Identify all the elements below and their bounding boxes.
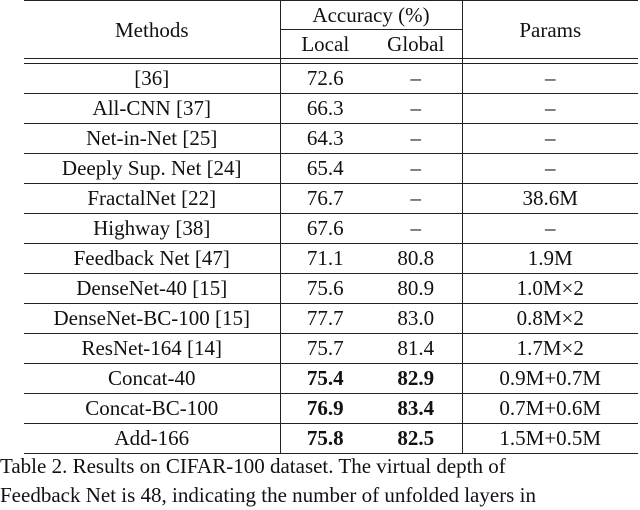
caption-line-2: Feedback Net is 48, indicating the number of unfolded layers in [0,483,536,507]
cell-params: – [462,94,638,124]
cell-method: Highway [38] [24,214,280,244]
cell-local: 75.4 [280,364,370,394]
cell-method: Deeply Sup. Net [24] [24,154,280,184]
cell-params: – [462,64,638,94]
table-row [24,274,638,304]
cell-params: 0.9M+0.7M [462,364,638,394]
header-methods: Methods [24,1,280,59]
table-row [24,364,638,394]
cell-params: 0.7M+0.6M [462,394,638,424]
cell-local: 71.1 [280,244,370,274]
results-table [24,0,638,454]
cell-global: – [370,124,462,154]
header-local: Local [280,30,370,59]
cell-method: FractalNet [22] [24,184,280,214]
cell-global: 83.0 [370,304,462,334]
cell-local: 72.6 [280,64,370,94]
table-row [24,94,638,124]
cell-method: Add-166 [24,424,280,454]
cell-local: 77.7 [280,304,370,334]
cell-local: 64.3 [280,124,370,154]
cell-method: DenseNet-BC-100 [15] [24,304,280,334]
table-row [24,124,638,154]
cell-local: 66.3 [280,94,370,124]
results-table-container [24,0,640,454]
table-row [24,64,638,94]
cell-local: 75.7 [280,334,370,364]
cell-params: 38.6M [462,184,638,214]
cell-local: 76.7 [280,184,370,214]
cell-local: 76.9 [280,394,370,424]
table-row [24,394,638,424]
cell-params: – [462,214,638,244]
cell-params: 0.8M×2 [462,304,638,334]
header-params: Params [462,1,638,59]
cell-global: – [370,184,462,214]
cell-local: 65.4 [280,154,370,184]
cell-method: Net-in-Net [25] [24,124,280,154]
caption-line-1: Table 2. Results on CIFAR-100 dataset. The virtual depth of [0,454,506,478]
cell-method: Feedback Net [47] [24,244,280,274]
table-row [24,154,638,184]
cell-global: – [370,64,462,94]
table-row [24,334,638,364]
cell-global: 83.4 [370,394,462,424]
cell-global: 82.5 [370,424,462,454]
cell-method: DenseNet-40 [15] [24,274,280,304]
cell-params: 1.0M×2 [462,274,638,304]
cell-method: All-CNN [37] [24,94,280,124]
cell-method: [36] [24,64,280,94]
cell-params: – [462,154,638,184]
cell-global: 81.4 [370,334,462,364]
cell-global: – [370,94,462,124]
table-row [24,244,638,274]
table-caption [0,452,640,510]
cell-global: – [370,154,462,184]
cell-global: 80.9 [370,274,462,304]
table-row [24,304,638,334]
header-accuracy: Accuracy (%) [280,1,462,30]
cell-local: 75.8 [280,424,370,454]
cell-global: 80.8 [370,244,462,274]
cell-method: ResNet-164 [14] [24,334,280,364]
cell-local: 67.6 [280,214,370,244]
cell-method: Concat-BC-100 [24,394,280,424]
header-global: Global [370,30,462,59]
cell-local: 75.6 [280,274,370,304]
cell-params: – [462,124,638,154]
cell-global: – [370,214,462,244]
cell-params: 1.5M+0.5M [462,424,638,454]
cell-method: Concat-40 [24,364,280,394]
table-row [24,424,638,454]
cell-params: 1.9M [462,244,638,274]
cell-params: 1.7M×2 [462,334,638,364]
table-row [24,184,638,214]
table-row [24,214,638,244]
cell-global: 82.9 [370,364,462,394]
